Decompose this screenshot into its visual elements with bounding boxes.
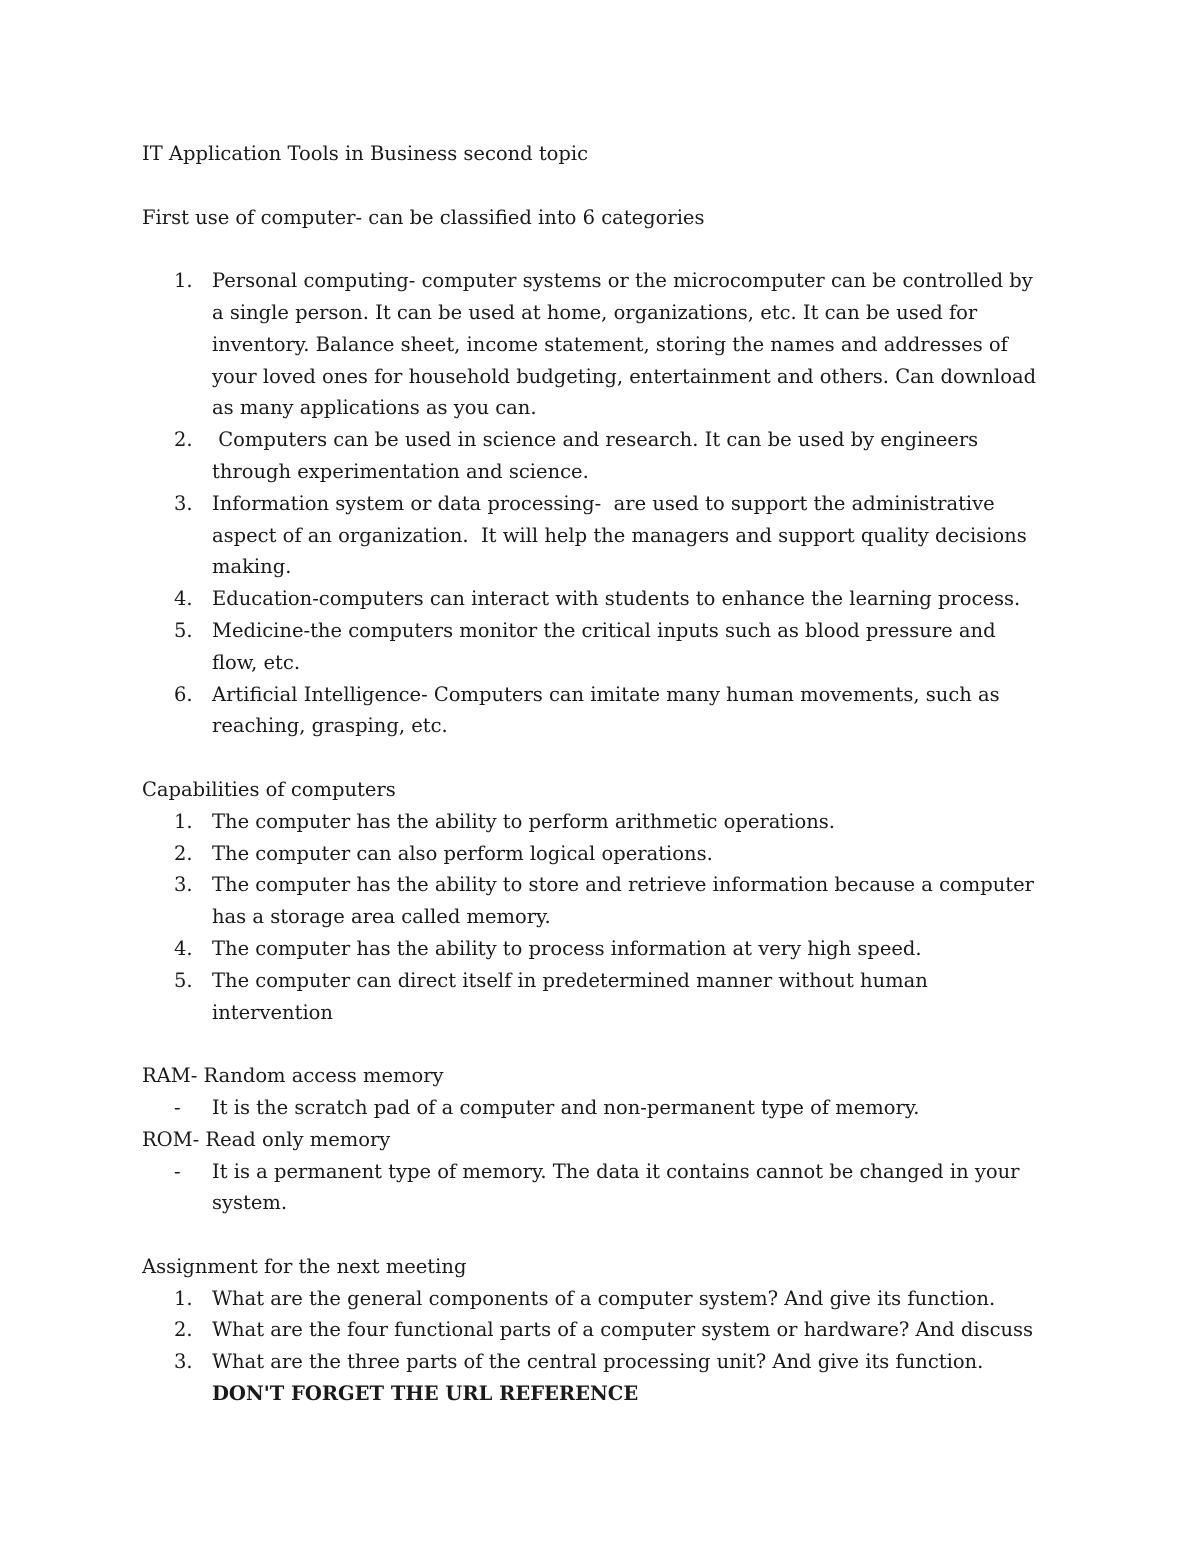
url-reference-reminder: DON'T FORGET THE URL REFERENCE [212,1382,639,1406]
list-item-text: It is the scratch pad of a computer and non-permanent type of memory. [212,1095,920,1119]
list-number: 6. [174,682,193,706]
list-item-text: Computers can be used in science and research. It can be used by engineers through experimentation and science. [212,428,979,483]
list-item-text: The computer can also perform logical operations. [212,841,713,865]
list-item-text: Medicine-the computers monitor the critical inputs such as blood pressure and flow, etc. [212,618,996,674]
spacer [142,1219,1072,1251]
list-item-text: The computer has the ability to process information at very high speed. [212,936,922,960]
capability-item [142,933,1072,965]
list-number: 3. [174,491,193,515]
list-number: 2. [174,1318,193,1342]
capability-item [142,965,1072,1029]
list-item-text: Personal computing- computer systems or the microcomputer can be controlled by a single person. It can be used at home, organizations, etc. It can be used for inventory. Balance sheet, income statement, storing the names and addresses of your loved ones for household budgeting, entertainment and others. Can download as many applications as you can. [212,269,1037,420]
list-number: 4. [174,587,193,611]
list-number: 1. [174,1286,193,1310]
capabilities-list [142,806,1072,1029]
spacer [142,233,1072,265]
list-number: 2. [174,841,193,865]
list-item-text: Artificial Intelligence- Computers can imitate many human movements, such as reaching, grasping, etc. [212,682,1000,738]
spacer [142,742,1072,774]
rom-heading: ROM- Read only memory [142,1127,391,1151]
assignment-item [142,1314,1072,1346]
list-number: 2. [174,428,193,452]
assignment-heading: Assignment for the next meeting [142,1254,467,1278]
capability-item [142,838,1072,870]
document-title: IT Application Tools in Business second topic [142,142,589,165]
category-item [142,424,1072,488]
category-item [142,679,1072,743]
ram-item [142,1092,1072,1124]
list-item-text: The computer has the ability to perform arithmetic operations. [212,809,835,833]
list-item-text: It is a permanent type of memory. The data it contains cannot be changed in your system. [212,1159,1020,1215]
list-dash: - [174,1159,181,1183]
assignment-item [142,1283,1072,1315]
list-number: 5. [174,618,193,642]
list-dash: - [174,1095,181,1119]
categories-list [142,265,1072,742]
list-item-text: Education-computers can interact with students to enhance the learning process. [212,587,1021,611]
intro-text: First use of computer- can be classified into 6 categories [142,205,705,229]
capability-item [142,806,1072,838]
rom-item [142,1156,1072,1220]
capability-item [142,869,1072,933]
list-number: 1. [174,809,193,833]
spacer [142,170,1072,202]
list-number: 5. [174,968,193,992]
ram-list [142,1092,1072,1124]
list-number: 4. [174,936,193,960]
category-item [142,583,1072,615]
document-page [142,138,1072,1410]
assignment-list [142,1283,1072,1410]
list-number: 1. [174,269,193,293]
category-item [142,615,1072,679]
list-item-text: What are the four functional parts of a computer system or hardware? And discuss [212,1318,1034,1342]
list-number: 3. [174,873,193,897]
assignment-item [142,1346,1072,1410]
list-item-text: Information system or data processing- are used to support the administrative aspect of an organization. It will help the managers and support quality decisions making. [212,491,1027,579]
list-item-text: What are the general components of a computer system? And give its function. [212,1286,996,1310]
list-number: 3. [174,1350,193,1374]
category-item [142,488,1072,583]
category-item [142,265,1072,424]
list-item-text: The computer can direct itself in predetermined manner without human intervention [212,968,928,1024]
spacer [142,1028,1072,1060]
capabilities-heading: Capabilities of computers [142,777,396,801]
ram-heading: RAM- Random access memory [142,1064,444,1088]
rom-list [142,1156,1072,1220]
list-item-text: The computer has the ability to store and retrieve information because a computer has a storage area called memory. [212,873,1034,929]
list-item-text: What are the three parts of the central processing unit? And give its function. [212,1350,984,1374]
